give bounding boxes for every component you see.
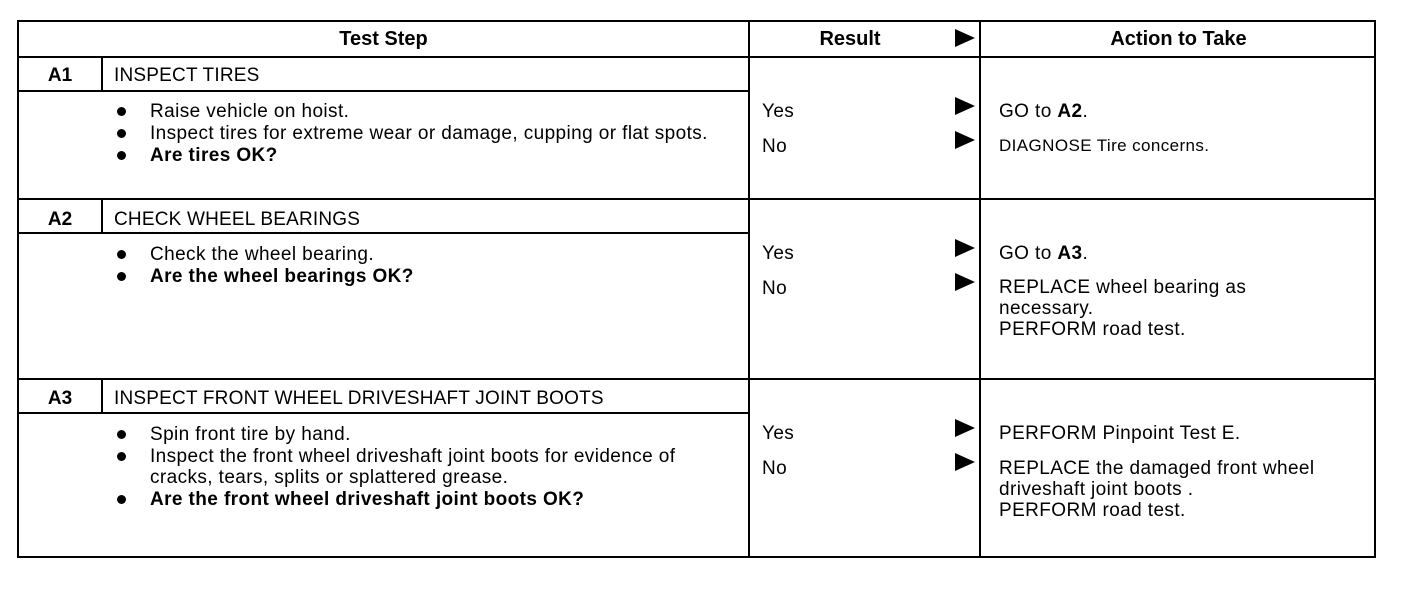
step-id: A1 bbox=[47, 65, 73, 86]
result-arrow-icon bbox=[955, 239, 975, 257]
title-rule bbox=[19, 232, 748, 234]
action-line: REPLACE the damaged front wheel driveshaft joint boots . bbox=[999, 458, 1315, 500]
step-bullets bbox=[113, 424, 713, 511]
result-no: No bbox=[762, 278, 788, 299]
divider-step-result bbox=[748, 22, 750, 556]
action-line: PERFORM road test. bbox=[999, 319, 1186, 340]
step-id: A2 bbox=[47, 209, 73, 230]
step-question: Are tires OK? bbox=[113, 145, 733, 166]
result-arrow-icon bbox=[955, 131, 975, 149]
id-divider bbox=[101, 56, 103, 90]
action-target: A2 bbox=[1057, 101, 1083, 122]
step-title: INSPECT TIRES bbox=[114, 65, 260, 86]
result-arrow-icon bbox=[955, 273, 975, 291]
step-rule bbox=[19, 198, 1374, 200]
result-yes: Yes bbox=[762, 423, 795, 444]
bullet-item: Raise vehicle on hoist. bbox=[113, 101, 733, 122]
header-result: Result bbox=[819, 28, 881, 50]
action-verb: GO to bbox=[999, 101, 1052, 122]
title-rule bbox=[19, 90, 748, 92]
diagnostic-table bbox=[17, 20, 1376, 558]
step-question: Are the wheel bearings OK? bbox=[113, 266, 733, 287]
result-arrow-icon bbox=[955, 453, 975, 471]
action-rest: . bbox=[1082, 243, 1089, 264]
id-divider bbox=[101, 378, 103, 412]
result-no: No bbox=[762, 458, 788, 479]
step-bullets bbox=[113, 101, 733, 167]
bullet-item: Inspect the front wheel driveshaft joint boots for evidence of cracks, tears, splits or splattered grease. bbox=[113, 446, 713, 488]
bullet-item: Inspect tires for extreme wear or damage, cupping or flat spots. bbox=[113, 123, 733, 144]
action-target: A3 bbox=[1057, 243, 1083, 264]
action-verb: GO to bbox=[999, 243, 1052, 264]
action-no bbox=[999, 277, 1309, 340]
action-no: DIAGNOSE Tire concerns. bbox=[999, 136, 1210, 155]
result-yes: Yes bbox=[762, 101, 795, 122]
id-divider bbox=[101, 198, 103, 232]
bullet-item: Spin front tire by hand. bbox=[113, 424, 713, 445]
result-arrow-icon bbox=[955, 97, 975, 115]
result-no: No bbox=[762, 136, 788, 157]
action-yes bbox=[999, 243, 1359, 264]
title-rule bbox=[19, 412, 748, 414]
header-action: Action to Take bbox=[1110, 28, 1247, 50]
action-line: PERFORM road test. bbox=[999, 500, 1186, 521]
step-id: A3 bbox=[47, 388, 73, 409]
step-rule bbox=[19, 378, 1374, 380]
action-rest: . bbox=[1082, 101, 1089, 122]
header-arrow-icon bbox=[955, 29, 975, 47]
divider-result-action bbox=[979, 22, 981, 556]
action-line: REPLACE wheel bearing as necessary. bbox=[999, 277, 1247, 319]
step-title: CHECK WHEEL BEARINGS bbox=[114, 209, 361, 230]
action-yes bbox=[999, 101, 1359, 122]
step-bullets bbox=[113, 244, 733, 288]
step-question: Are the front wheel driveshaft joint boots OK? bbox=[113, 489, 713, 510]
result-yes: Yes bbox=[762, 243, 795, 264]
header-rule bbox=[19, 56, 1374, 58]
bullet-item: Check the wheel bearing. bbox=[113, 244, 733, 265]
action-yes: PERFORM Pinpoint Test E. bbox=[999, 423, 1241, 444]
action-no bbox=[999, 458, 1329, 521]
header-test-step: Test Step bbox=[339, 28, 428, 50]
result-arrow-icon bbox=[955, 419, 975, 437]
step-title: INSPECT FRONT WHEEL DRIVESHAFT JOINT BOOTS bbox=[114, 388, 604, 409]
